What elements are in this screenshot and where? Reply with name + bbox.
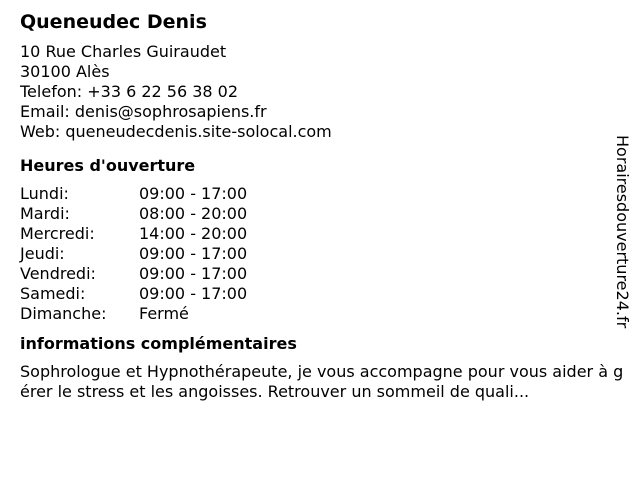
- day-label: Lundi:: [20, 184, 69, 203]
- hours-row-lundi: [20, 184, 620, 204]
- email-line: Email: denis@sophrosapiens.fr: [20, 102, 267, 121]
- phone-line: Telefon: +33 6 22 56 38 02: [20, 82, 239, 101]
- day-hours: 09:00 - 17:00: [139, 284, 248, 303]
- site-watermark: Horairesdouverture24.fr: [613, 135, 632, 329]
- day-hours: 09:00 - 17:00: [139, 264, 248, 283]
- business-name: Queneudec Denis: [20, 11, 207, 33]
- day-label: Jeudi:: [20, 244, 65, 263]
- contact-block: [20, 42, 620, 142]
- info-description: Sophrologue et Hypnothérapeute, je vous accompagne pour vous aider à gérer le stress et les angoisses. Retrouver un sommeil de quali...: [20, 362, 624, 401]
- hours-row-samedi: [20, 284, 620, 304]
- info-title: informations complémentaires: [20, 334, 297, 353]
- hours-row-mercredi: [20, 224, 620, 244]
- day-hours: 08:00 - 20:00: [139, 204, 248, 223]
- address-city: 30100 Alès: [20, 62, 110, 81]
- day-label: Dimanche:: [20, 304, 107, 323]
- address-street: 10 Rue Charles Guiraudet: [20, 42, 227, 61]
- day-hours: 09:00 - 17:00: [139, 184, 248, 203]
- day-label: Mercredi:: [20, 224, 95, 243]
- day-label: Mardi:: [20, 204, 70, 223]
- web-line: Web: queneudecdenis.site-solocal.com: [20, 122, 332, 141]
- opening-hours-title: Heures d'ouverture: [20, 156, 196, 175]
- day-hours: Fermé: [139, 304, 189, 323]
- hours-row-jeudi: [20, 244, 620, 264]
- hours-row-mardi: [20, 204, 620, 224]
- day-hours: 09:00 - 17:00: [139, 244, 248, 263]
- opening-hours-table: [20, 184, 620, 324]
- hours-row-dimanche: [20, 304, 620, 324]
- day-label: Vendredi:: [20, 264, 96, 283]
- day-hours: 14:00 - 20:00: [139, 224, 248, 243]
- hours-row-vendredi: [20, 264, 620, 284]
- day-label: Samedi:: [20, 284, 86, 303]
